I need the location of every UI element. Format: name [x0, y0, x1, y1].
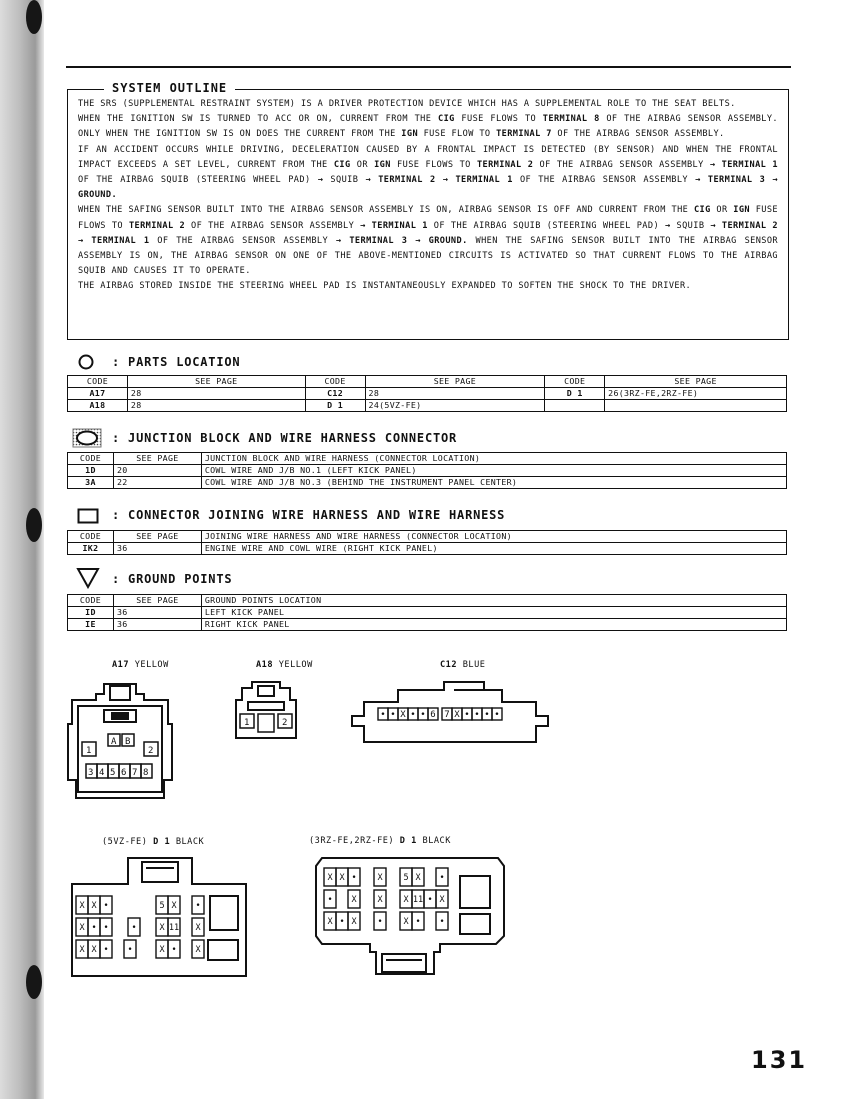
square-symbol-icon — [77, 508, 99, 524]
connector-d1-5vz-diagram — [68, 856, 252, 980]
pin-label: • — [484, 710, 490, 720]
pin-label: X — [327, 917, 333, 927]
binder-hole — [26, 0, 42, 34]
table-header-row — [68, 376, 787, 388]
page-cell: 28 — [127, 400, 305, 412]
pin-label: • — [439, 873, 445, 883]
pin-label: 1 — [86, 746, 92, 756]
code-cell: D 1 — [545, 388, 605, 400]
connector-c12-diagram — [350, 680, 552, 746]
page-cell: 36 — [113, 543, 201, 555]
connector-a18-label: A18 YELLOW — [256, 660, 313, 670]
pin-label: X — [339, 873, 345, 883]
system-outline-text — [78, 97, 778, 295]
pin-label: • — [339, 917, 345, 927]
header-description: JUNCTION BLOCK AND WIRE HARNESS (CONNECTOR LOCATION) — [201, 453, 786, 465]
page-number: 131 — [751, 1046, 808, 1074]
description-cell: COWL WIRE AND J/B NO.1 (LEFT KICK PANEL) — [201, 465, 786, 477]
table-row — [68, 619, 787, 631]
header-see-page: SEE PAGE — [113, 531, 201, 543]
pin-label: • — [474, 710, 480, 720]
pin-label: 6 — [430, 710, 436, 720]
pin-label: • — [91, 923, 97, 933]
connector-d1-5vz-label: (5VZ-FE) D 1 BLACK — [102, 837, 205, 847]
description-cell: ENGINE WIRE AND COWL WIRE (RIGHT KICK PANEL) — [201, 543, 786, 555]
pin-label: B — [125, 737, 131, 747]
triangle-symbol-icon — [76, 567, 100, 589]
pin-label: X — [79, 923, 85, 933]
pin-label: • — [464, 710, 470, 720]
junction-block-table — [67, 452, 787, 489]
connector-joining-table — [67, 530, 787, 555]
table-header-row — [68, 453, 787, 465]
pin-label: X — [351, 917, 357, 927]
pin-label: • — [103, 901, 109, 911]
pin-label: X — [400, 710, 406, 720]
junction-block-symbol-icon — [72, 428, 102, 448]
pin-label: • — [390, 710, 396, 720]
pin-label: X — [159, 945, 165, 955]
pin-label: X — [327, 873, 333, 883]
pin-label: • — [377, 917, 383, 927]
pin-label: • — [131, 923, 137, 933]
pin-label: X — [91, 945, 97, 955]
connector-c12-label: C12 BLUE — [440, 660, 486, 670]
pin-label: • — [195, 901, 201, 911]
pin-label: 2 — [282, 718, 288, 728]
page-cell: 36 — [113, 619, 201, 631]
outline-paragraph: THE AIRBAG STORED INSIDE THE STEERING WHEEL PAD IS INSTANTANEOUSLY EXPANDED TO SOFTEN THE SHOCK TO THE DRIVER. — [78, 281, 692, 292]
table-row — [68, 607, 787, 619]
connector-d1-3rz-diagram — [312, 856, 508, 980]
binder-spine — [0, 0, 44, 1099]
pin-label: 6 — [121, 768, 127, 778]
table-row — [68, 465, 787, 477]
parts-location-table — [67, 375, 787, 412]
pin-label: • — [103, 945, 109, 955]
pin-label: X — [415, 873, 421, 883]
header-code: CODE — [68, 531, 114, 543]
page-cell: 22 — [113, 477, 201, 489]
page-cell: 20 — [113, 465, 201, 477]
system-outline-title: SYSTEM OUTLINE — [104, 81, 235, 95]
header-see-page: SEE PAGE — [113, 595, 201, 607]
table-row — [68, 400, 787, 412]
page-cell: 36 — [113, 607, 201, 619]
code-cell: D 1 — [305, 400, 365, 412]
code-cell: IK2 — [68, 543, 114, 555]
pin-label: • — [439, 917, 445, 927]
header-description: JOINING WIRE HARNESS AND WIRE HARNESS (CONNECTOR LOCATION) — [201, 531, 786, 543]
outline-paragraph: THE SRS (SUPPLEMENTAL RESTRAINT SYSTEM) IS A DRIVER PROTECTION DEVICE WHICH HAS A SUPPLEMENTAL ROLE TO THE SEAT BELTS. — [78, 99, 736, 109]
header-see-page: SEE PAGE — [127, 376, 305, 388]
header-code: CODE — [305, 376, 365, 388]
code-cell — [545, 400, 605, 412]
page-cell: 26(3RZ-FE,2RZ-FE) — [605, 388, 787, 400]
page-cell: 24(5VZ-FE) — [365, 400, 545, 412]
pin-label: • — [103, 923, 109, 933]
pin-label: X — [195, 923, 201, 933]
header-code: CODE — [68, 595, 114, 607]
connector-a17-diagram — [64, 680, 176, 802]
description-cell: LEFT KICK PANEL — [201, 607, 786, 619]
header-rule — [66, 66, 791, 68]
pin-label: 3 — [88, 768, 94, 778]
table-row — [68, 388, 787, 400]
description-cell: RIGHT KICK PANEL — [201, 619, 786, 631]
pin-label: 11 — [168, 923, 180, 933]
page-cell: 28 — [127, 388, 305, 400]
pin-label: • — [410, 710, 416, 720]
code-cell: ID — [68, 607, 114, 619]
circle-symbol-icon — [78, 354, 94, 370]
code-cell: A17 — [68, 388, 128, 400]
pin-label: • — [380, 710, 386, 720]
page-cell: 28 — [365, 388, 545, 400]
description-cell: COWL WIRE AND J/B NO.3 (BEHIND THE INSTRUMENT PANEL CENTER) — [201, 477, 786, 489]
pin-label: 8 — [143, 768, 149, 778]
pin-label: X — [439, 895, 445, 905]
pin-label: 7 — [132, 768, 138, 778]
pin-label: 4 — [99, 768, 105, 778]
binder-hole — [26, 965, 42, 999]
pin-label: • — [427, 895, 433, 905]
header-code: CODE — [545, 376, 605, 388]
header-see-page: SEE PAGE — [365, 376, 545, 388]
pin-label: • — [415, 917, 421, 927]
ground-points-table — [67, 594, 787, 631]
connector-d1-3rz-label: (3RZ-FE,2RZ-FE) D 1 BLACK — [309, 836, 451, 846]
pin-label: X — [79, 945, 85, 955]
connector-joining-title: : CONNECTOR JOINING WIRE HARNESS AND WIRE HARNESS — [112, 508, 506, 522]
pin-label: 7 — [444, 710, 450, 720]
pin-label: X — [403, 895, 409, 905]
code-cell: IE — [68, 619, 114, 631]
code-cell: C12 — [305, 388, 365, 400]
table-header-row — [68, 531, 787, 543]
outline-paragraph: WHEN THE IGNITION SW IS TURNED TO ACC OR ON, CURRENT FROM THE CIG FUSE FLOWS TO TERMINAL 8 OF THE AIRBAG SENSOR ASSEMBLY. ONLY WHEN THE IGNITION SW IS ON DOES THE CURRENT FROM THE IGN FUSE FLOW TO TERMINAL 7 OF THE AIRBAG SENSOR ASSEMBLY. — [78, 114, 778, 140]
table-row — [68, 543, 787, 555]
pin-label: X — [171, 901, 177, 911]
pin-label: 11 — [412, 895, 424, 905]
header-see-page: SEE PAGE — [113, 453, 201, 465]
header-see-page: SEE PAGE — [605, 376, 787, 388]
pin-label: • — [171, 945, 177, 955]
pin-label: X — [195, 945, 201, 955]
pin-label: 1 — [244, 718, 250, 728]
pin-label: A — [111, 737, 117, 747]
pin-label: • — [494, 710, 500, 720]
binder-hole — [26, 508, 42, 542]
pin-label: • — [351, 873, 357, 883]
outline-paragraph: WHEN THE SAFING SENSOR BUILT INTO THE AIRBAG SENSOR ASSEMBLY IS ON, AIRBAG SENSOR IS OFF AND CURRENT FROM THE CIG OR IGN FUSE FLOWS TO TERMINAL 2 OF THE AIRBAG SENSOR ASSEMBLY → TERMINAL 1 OF THE AIRBAG SQUIB (STEERING WHEEL PAD) → SQUIB → TERMINAL 2 → TERMINAL 1 OF THE AIRBAG SENSOR ASSEMBLY → TERMINAL 3 → GROUND. WHEN THE SAFING SENSOR BUILT INTO THE AIRBAG SENSOR ASSEMBLY IS ON, THE AIRBAG SENSOR ON ONE OF THE ABOVE-MENTIONED CIRCUITS IS ACTIVATED SO THAT CURRENT FLOWS TO THE AIRBAG SQUIB AND CAUSES IT TO OPERATE. — [78, 205, 779, 277]
pin-label: X — [403, 917, 409, 927]
pin-label: 5 — [403, 873, 409, 883]
pin-label: • — [420, 710, 426, 720]
pin-label: • — [327, 895, 333, 905]
table-header-row — [68, 595, 787, 607]
pin-label: X — [159, 923, 165, 933]
table-row — [68, 477, 787, 489]
pin-label: 2 — [148, 746, 154, 756]
code-cell: A18 — [68, 400, 128, 412]
code-cell: 1D — [68, 465, 114, 477]
pin-label: X — [377, 895, 383, 905]
pin-label: 5 — [110, 768, 116, 778]
junction-block-title: : JUNCTION BLOCK AND WIRE HARNESS CONNECTOR — [112, 431, 458, 445]
header-description: GROUND POINTS LOCATION — [201, 595, 786, 607]
pin-label: X — [454, 710, 460, 720]
pin-label: X — [79, 901, 85, 911]
pin-label: 5 — [159, 901, 165, 911]
parts-location-title: : PARTS LOCATION — [112, 355, 241, 369]
ground-points-title: : GROUND POINTS — [112, 572, 233, 586]
code-cell: 3A — [68, 477, 114, 489]
page-cell — [605, 400, 787, 412]
pin-label: X — [351, 895, 357, 905]
pin-label: X — [91, 901, 97, 911]
connector-a18-diagram — [230, 680, 302, 742]
pin-label: • — [127, 945, 133, 955]
connector-a17-label: A17 YELLOW — [112, 660, 169, 670]
pin-label: X — [377, 873, 383, 883]
header-code: CODE — [68, 376, 128, 388]
outline-paragraph: IF AN ACCIDENT OCCURS WHILE DRIVING, DECELERATION CAUSED BY A FRONTAL IMPACT IS DETECTED (BY SENSOR) AND WHEN THE FRONTAL IMPACT EXCEEDS A SET LEVEL, CURRENT FROM THE CIG OR IGN FUSE FLOWS TO TERMINAL 2 OF THE AIRBAG SENSOR ASSEMBLY → TERMINAL 1 OF THE AIRBAG SQUIB (STEERING WHEEL PAD) → SQUIB → TERMINAL 2 → TERMINAL 1 OF THE AIRBAG SENSOR ASSEMBLY → TERMINAL 3 → GROUND. — [78, 144, 779, 201]
header-code: CODE — [68, 453, 114, 465]
